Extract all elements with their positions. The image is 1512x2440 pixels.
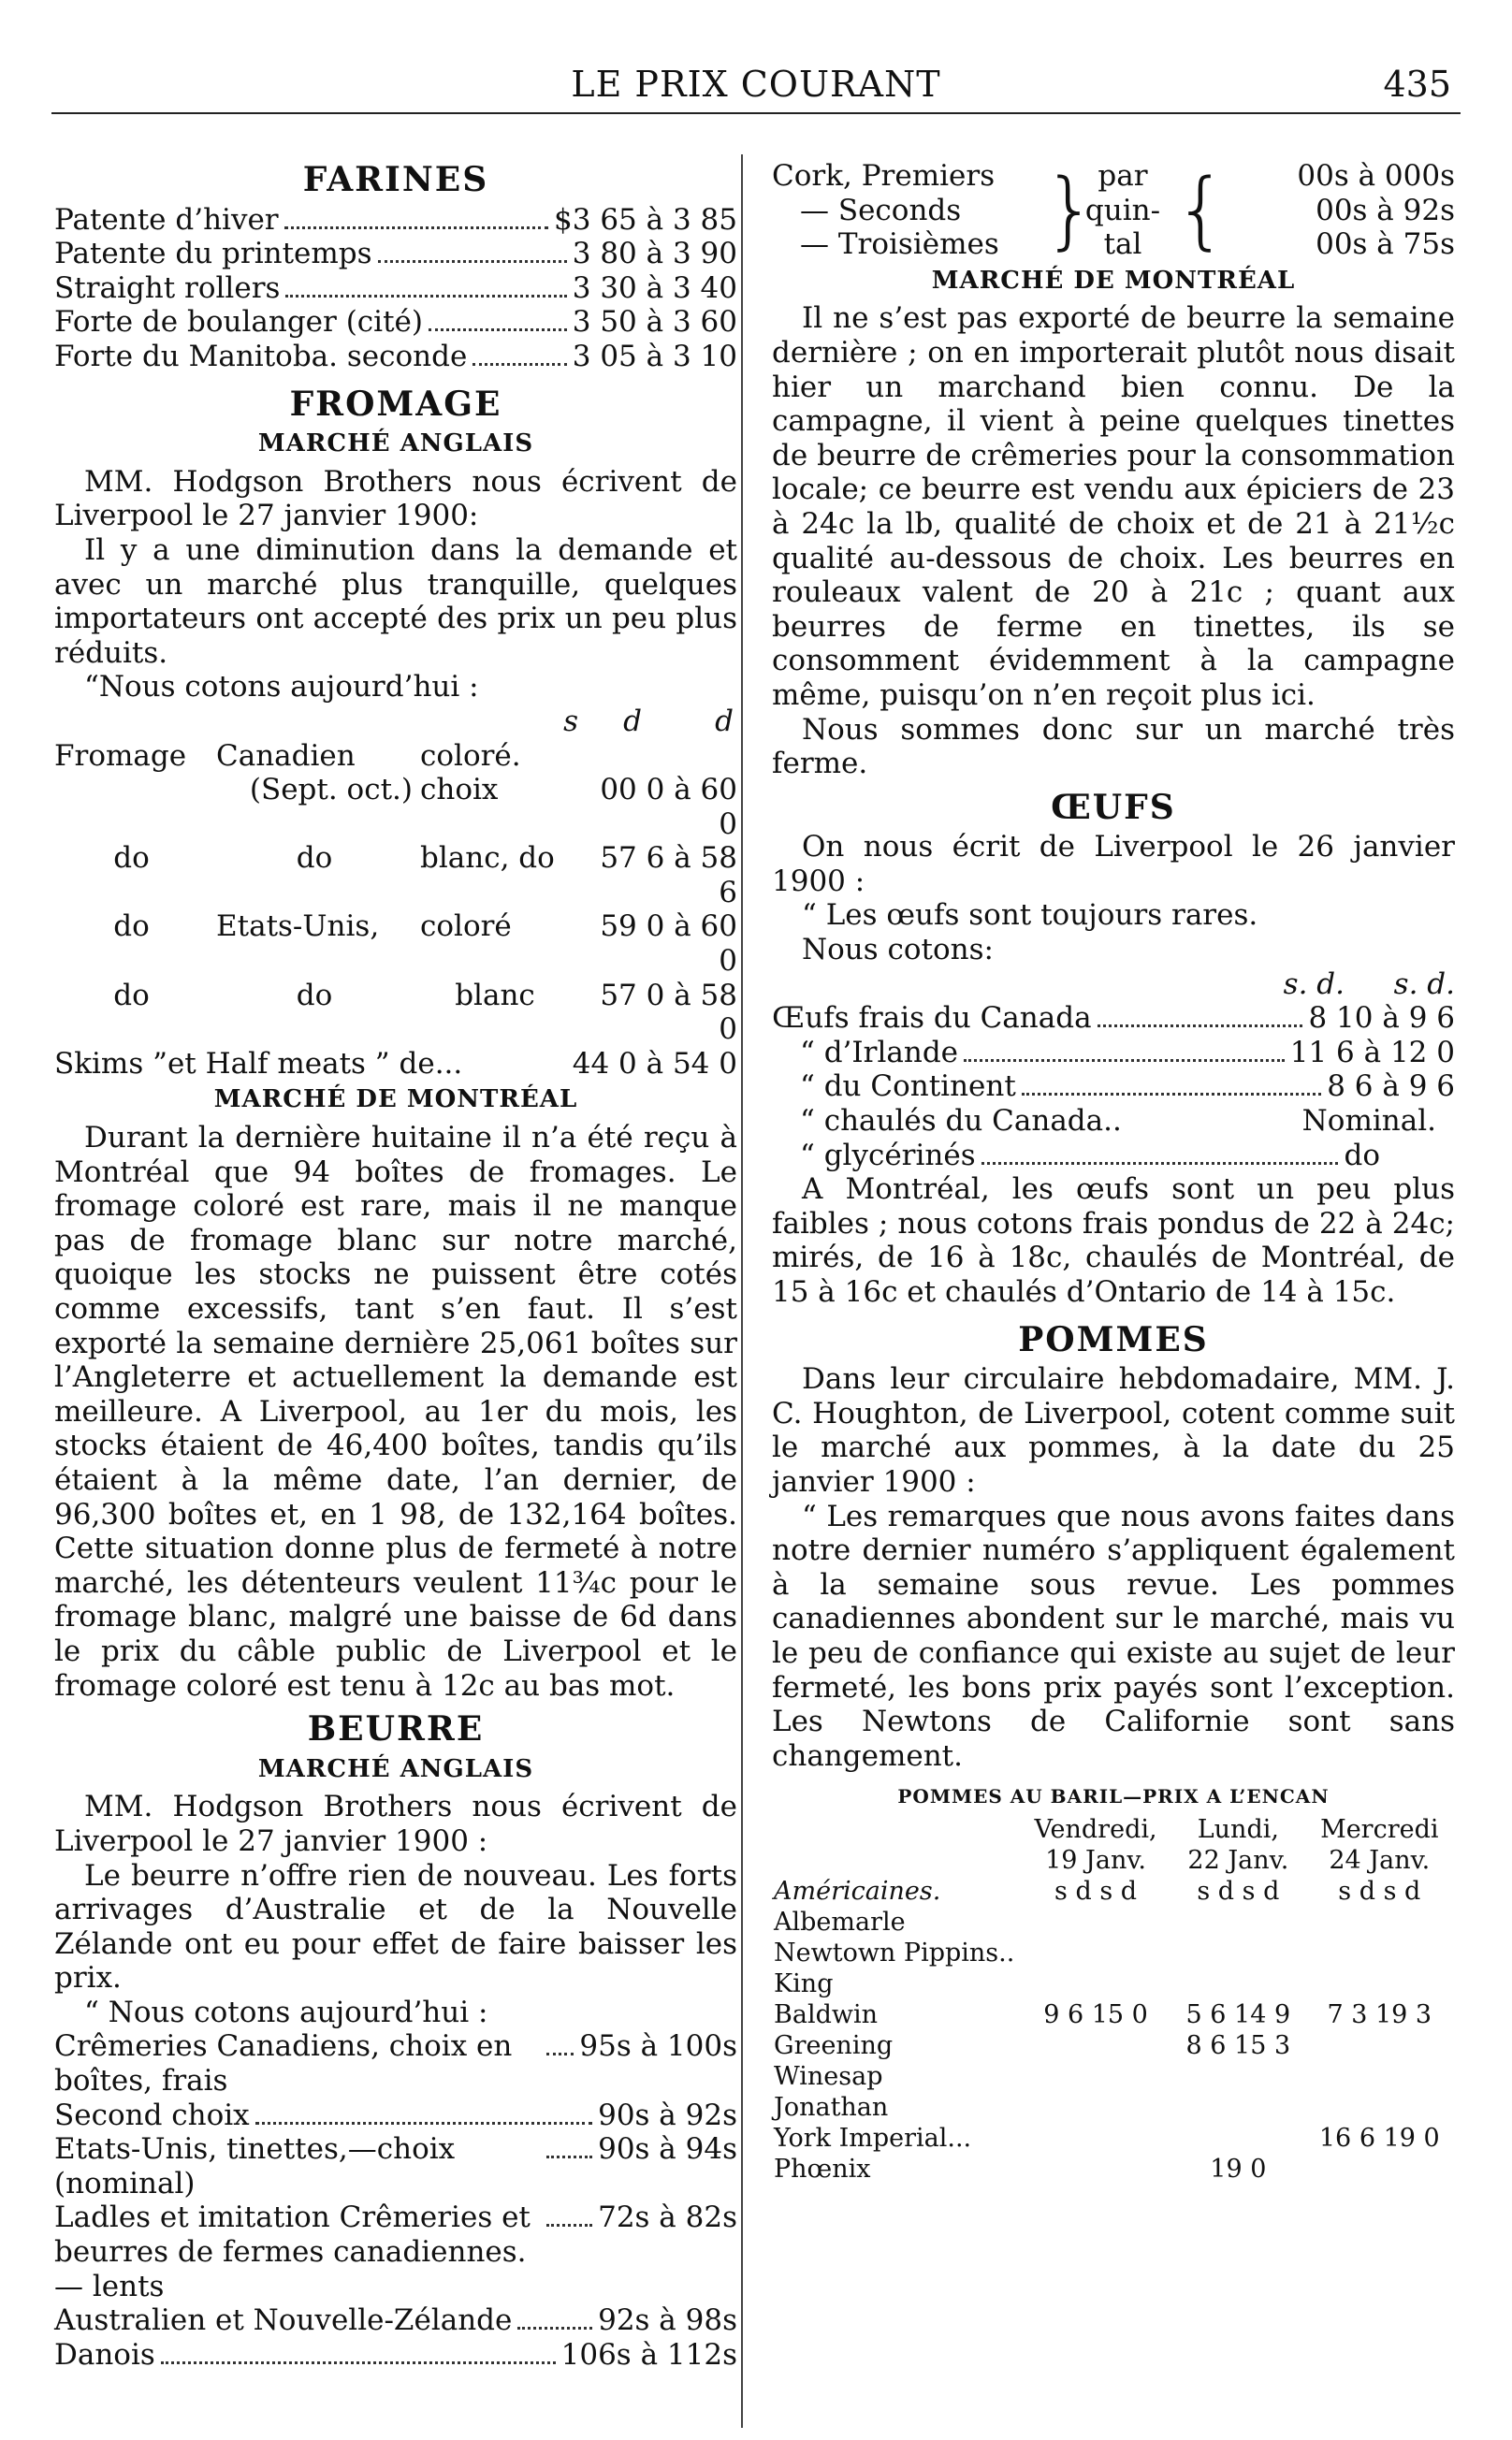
table-row [772,2123,1455,2154]
unit-header [54,704,737,739]
table-cell: 44 0 à 54 0 [572,1046,737,1081]
table-title: POMMES AU BARIL—PRIX A L’ENCAN [897,1785,1330,1808]
unit-label: d [715,704,734,738]
leader-dots [546,2224,592,2227]
table-row [772,2030,1455,2061]
price-cell [1172,1968,1304,1999]
price-cell [1019,2154,1172,2185]
variety-name: King [774,1969,834,1999]
product-label: Forte du Manitoba. seconde [54,339,468,373]
body-paragraph: A Montréal, les œufs sont un peu plus faibles ; nous cotons frais pondus de 22 à 24c; mirés, de 16 à 18c, chaulés de Montréal, de 15 à 16c et chaulés d’Ontario de 14 à 15c. [772,1172,1455,1309]
cork-unit-text: quin- [1084,193,1161,227]
cotons-line: Nous cotons: [802,933,994,967]
beurre-section [54,1709,737,2372]
fromage-skims-row [54,1047,737,1082]
price-cell: 5 6 14 9 [1185,2000,1291,2030]
price-value: Nominal. [1301,1104,1436,1139]
price-cell: 19 0 [1210,2155,1267,2185]
column-header: Vendredi, [1034,1815,1157,1845]
leader-dots [981,1162,1339,1165]
table-cell: (Sept. oct.) [249,773,413,807]
price-value: 90s à 94s [598,2132,737,2167]
variety-name: Jonathan [774,2093,889,2123]
section-heading-oeufs: ŒUFS [1051,787,1176,827]
table-row [772,1999,1455,2030]
table-header-row [772,1845,1455,1876]
product-label: Œufs frais du Canada [772,1001,1092,1036]
price-row [772,1104,1455,1139]
price-cell [1304,1968,1455,1999]
leader-dots [255,2122,592,2125]
section-heading-beurre: BEURRE [307,1709,485,1750]
brace-right-icon: } [1043,160,1098,259]
product-label: “ du Continent [800,1069,1016,1104]
subheading-marche-montreal: MARCHÉ DE MONTRÉAL [931,266,1296,295]
table-row [772,1907,1455,1968]
unit-label: d [623,704,642,738]
oeufs-section [772,787,1455,1310]
column-header: 19 Janv. [1045,1846,1146,1876]
price-value: 11 6 à 12 0 [1289,1035,1455,1069]
price-value: 3 50 à 3 60 [572,305,737,340]
price-cell [1019,2123,1172,2154]
price-cell: 16 6 19 0 [1318,2124,1440,2154]
table-cell: coloré [420,909,512,944]
variety-name: Albemarle Newtown Pippins.. [774,1908,1015,1968]
product-label: “ chaulés du Canada.. [800,1104,1122,1139]
table-cell: do [296,841,333,876]
price-row [54,271,737,306]
table-cell: 57 6 à 58 6 [600,841,737,909]
cotons-line: “Nous cotons aujourd’hui : [84,670,479,704]
quote-line: “ Les œufs sont toujours rares. [802,898,1258,933]
price-value: 3 30 à 3 40 [572,270,737,305]
right-column [772,159,1455,2185]
table-cell: blanc, do [420,841,555,876]
table-cell [54,773,209,841]
cork-price: 00s à 000s [1297,159,1455,193]
column-divider [741,154,743,2428]
leader-dots [378,260,567,263]
price-row [54,305,737,340]
price-cell [1019,1907,1172,1968]
unit-label: s. d. [1393,966,1455,1001]
column-header: 22 Janv. [1187,1846,1289,1876]
price-cell [1172,2092,1304,2123]
cork-unit-text: tal [1103,227,1142,262]
leader-dots [546,2156,592,2158]
unit-label: s. d. [1283,966,1345,1001]
page-header [51,56,1461,114]
body-paragraph: Durant la dernière huitaine il n’a été reçu à Montréal que 94 boîtes de fromages. Le fromage coloré est rare, mais il ne manque pas de fromage blanc sur notre marché, quoique les stocks ne puissent être cotés comme excessifs, tant s’en faut. Il s’est exporté la semaine dernière 25,061 boîtes sur l’Angleterre et actuellement la demande est meilleure. A Liverpool, au 1er du mois, les stocks étaient de 46,400 boîtes, tandis qu’ils étaient à la même date, l’an dernier, de 96,300 boîtes et, en 1 98, de 132,164 boîtes. Cette situation donne plus de fermeté à notre marché, les détenteurs veulent 11¾c pour le fromage blanc, malgré une baisse de 6d dans le prix du câble public de Liverpool et le fromage coloré est tenu à 12c au bas mot. [54,1121,737,1703]
price-cell: 9 6 15 0 [1043,2000,1148,2030]
table-cell: Skims ”et Half meats ” de... [54,1046,463,1081]
fromage-section [54,384,737,1704]
intro-paragraph: MM. Hodgson Brothers nous écrivent de Liverpool le 27 janvier 1900 : [54,1790,737,1858]
pommes-section [772,1319,1455,2186]
brace-left-icon: { [1174,160,1228,259]
product-label: Ladles et imitation Crêmeries et beurres de fermes canadiennes. — lents [54,2200,531,2303]
product-label: Straight rollers [54,270,281,305]
cork-prices [1202,159,1455,262]
body-paragraph: Nous sommes donc sur un marché très ferme. [772,712,1455,781]
price-cell [1172,2123,1304,2154]
leader-dots [472,363,566,366]
price-value: 3 80 à 3 90 [572,237,737,271]
sd-header: s d s d [1338,1877,1421,1907]
price-cell [1304,2092,1455,2123]
price-row [54,2029,737,2098]
leader-dots [517,2327,592,2330]
price-value: $3 65 à 3 85 [554,202,737,237]
apple-price-table [772,1814,1455,2185]
table-row [772,1876,1455,1907]
price-cell [1304,2154,1455,2185]
price-cell [1304,2030,1455,2061]
product-label: Patente d’hiver [54,202,279,237]
table-cell: Etats-Unis, [216,909,380,944]
price-value: 106s à 112s [560,2337,737,2372]
section-heading-farines: FARINES [302,160,489,199]
cork-label: Cork, Premiers [772,159,996,193]
table-row [772,2061,1455,2092]
price-row [54,2303,737,2338]
product-label: Australien et Nouvelle-Zélande [54,2303,513,2338]
table-cell: do [113,841,150,876]
group-label: Américaines. [774,1877,941,1907]
cotons-line: “ Nous cotons aujourd’hui : [84,1995,488,2029]
price-row [54,2132,737,2200]
table-cell: do [296,978,333,1012]
variety-name: York Imperial... [774,2124,972,2154]
table-row [772,2092,1455,2123]
table-cell: 59 0 à 60 0 [600,909,737,979]
price-row [54,2099,737,2133]
leader-dots [964,1059,1285,1062]
cork-label: — Seconds [800,193,962,227]
table-cell: Canadien [216,738,356,773]
table-header-row [772,1814,1455,1845]
unit-header [772,967,1455,1002]
table-cell: 57 0 à 58 0 [600,978,737,1047]
price-row [772,1001,1455,1036]
section-heading-pommes: POMMES [1018,1319,1209,1359]
price-row [54,203,737,238]
price-row [772,1069,1455,1104]
price-row [54,340,737,374]
price-cell [1019,2030,1172,2061]
table-cell: coloré. [420,738,521,773]
cork-price: 00s à 92s [1316,193,1455,227]
price-cell [1172,2061,1304,2092]
price-cell [1019,2092,1172,2123]
column-header: Lundi, [1197,1815,1279,1845]
leader-dots [1022,1093,1321,1096]
body-paragraph: Le beurre n’offre rien de nouveau. Les forts arrivages d’Australie et de la Nouvelle Zélande ont eu pour effet de faire baisser les prix. [54,1858,737,1996]
unit-label: s [563,704,578,738]
table-cell: do [113,909,150,944]
price-value: 8 6 à 9 6 [1327,1069,1455,1104]
product-label: Patente du printemps [54,237,372,271]
cork-price-block [772,159,1455,262]
cork-unit [1071,159,1174,262]
sd-header: s d s d [1197,1877,1280,1907]
product-label: Etats-Unis, tinettes,—choix (nominal) [54,2132,456,2200]
cork-unit-text: par [1098,159,1148,193]
subheading-marche-anglais: MARCHÉ ANGLAIS [257,1754,534,1783]
variety-name: Baldwin [774,2000,878,2030]
cork-labels [772,159,1043,262]
product-label: Forte de boulanger (cité) [54,305,423,340]
price-row [54,237,737,271]
table-cell: choix [420,773,499,807]
leader-dots [1098,1024,1303,1027]
variety-name: Winesap [774,2062,883,2092]
price-row [772,1139,1455,1173]
table-cell: do [113,978,150,1012]
column-header: 24 Janv. [1329,1846,1431,1876]
running-title: LE PRIX COURANT [571,64,941,105]
product-label: Danois [54,2337,155,2372]
product-label: Crêmeries Canadiens, choix en boîtes, frais [54,2029,513,2099]
intro-paragraph: MM. Hodgson Brothers nous écrivent de Liverpool le 27 janvier 1900: [54,464,737,533]
price-value: do [1344,1138,1380,1172]
price-row [772,1036,1455,1070]
table-cell: blanc [455,978,535,1012]
product-label: Second choix [54,2098,250,2132]
product-label: “ glycérinés [800,1138,976,1172]
sd-header: s d s d [1054,1877,1138,1907]
price-cell [1304,1907,1455,1968]
table-row [772,1968,1455,1999]
body-paragraph: Dans leur circulaire hebdomadaire, MM. J. C. Houghton, de Liverpool, cotent comme suit le marché aux pommes, à la date du 25 janvier 1900 : [772,1362,1455,1499]
price-cell [1019,1968,1172,1999]
price-row [54,2338,737,2373]
price-value: 72s à 82s [598,2200,737,2235]
left-column [54,159,737,2372]
column-header: Mercredi [1320,1815,1439,1845]
subheading-marche-montreal: MARCHÉ DE MONTRÉAL [213,1085,578,1114]
page-number: 435 [1383,64,1451,105]
farines-section [54,160,737,374]
subheading-marche-anglais: MARCHÉ ANGLAIS [257,429,534,458]
price-value: 95s à 100s [579,2029,737,2064]
body-paragraph: “ Les remarques que nous avons faites dans notre dernier numéro s’appliquent également à la semaine sous revue. Les pommes canadiennes abondent sur le marché, mais vu le peu de confiance qui existe au sujet de leur fermeté, les bons prix payés sont l’exception. Les Newtons de Californie sont sans changement. [772,1499,1455,1773]
intro-paragraph: On nous écrit de Liverpool le 26 janvier 1900 : [772,830,1455,898]
price-cell: 7 3 19 3 [1327,2000,1432,2030]
variety-name: Greening [774,2031,894,2061]
price-value: 92s à 98s [598,2303,737,2338]
beurre-montreal-section [772,264,1455,781]
price-cell [1172,1907,1304,1968]
price-value: 8 10 à 9 6 [1308,1001,1455,1036]
price-row [54,2200,737,2303]
leader-dots [161,2361,556,2364]
leader-dots [429,328,567,331]
section-heading-fromage: FROMAGE [289,384,502,424]
body-paragraph: Il y a une diminution dans la demande et avec un marché plus tranquille, quelques importateurs ont accepté des prix un peu plus réduits. [54,532,737,670]
table-cell: Fromage [54,738,187,773]
cork-label: — Troisièmes [800,227,999,262]
price-cell: 8 6 15 3 [1185,2031,1291,2061]
table-cell [577,739,737,774]
leader-dots [285,295,566,298]
cork-price: 00s à 75s [1316,227,1455,262]
price-cell [1019,2061,1172,2092]
body-paragraph: Il ne s’est pas exporté de beurre la semaine dernière ; on en importerait plutôt nous disait hier un marchand bien connu. De la campagne, il vient à peine quelques tinettes de beurre de crêmeries pour la consommation locale; ce beurre est vendu aux épiciers de 23 à 24c la lb, qualité de choix et de 21 à 21½c qualité au-dessous de choix. Les beurres en rouleaux valent de 20 à 21c ; quant aux beurres de ferme en tinettes, ils se consomment évidemment à la campagne même, puisqu’on n’en reçoit plus ici. [772,301,1455,712]
leader-dots [546,2053,574,2055]
variety-name: Phœnix [774,2155,871,2185]
table-row [772,2154,1455,2185]
product-label: “ d’Irlande [800,1035,959,1069]
table-cell: 00 0 à 60 0 [600,773,737,841]
fromage-price-table [54,739,737,1047]
price-cell [1304,2061,1455,2092]
price-value: 3 05 à 3 10 [572,339,737,373]
leader-dots [284,226,548,229]
price-value: 90s à 92s [598,2098,737,2132]
